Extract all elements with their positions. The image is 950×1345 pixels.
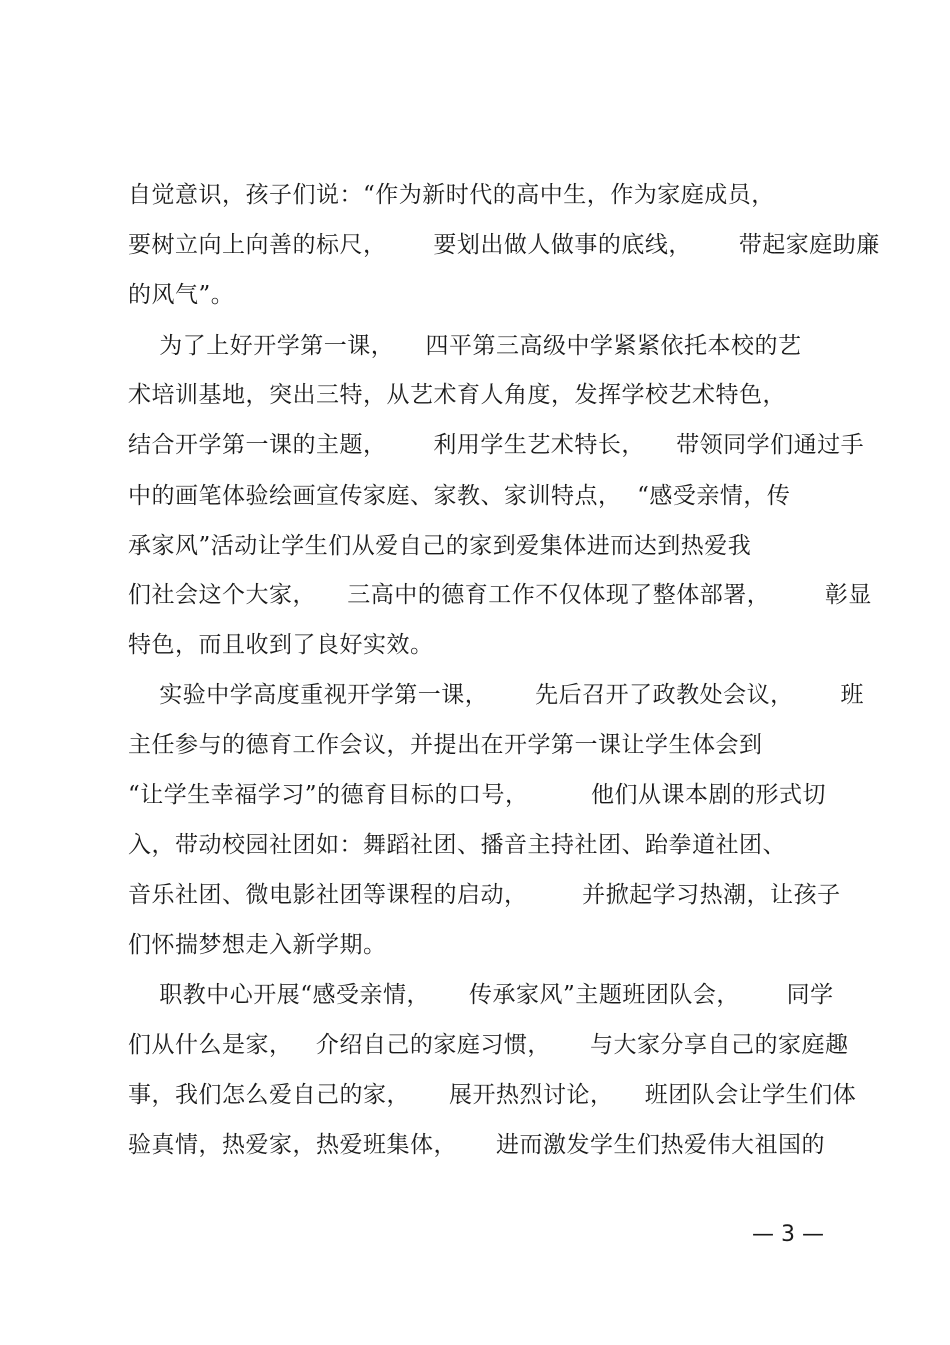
text-line: 特色，而且收到了良好实效。 [128,632,434,658]
text-line: 的风气”。 [128,282,235,308]
text-line: 入，带动校园社团如：舞蹈社团、播音主持社团、跆拳道社团、 [128,832,786,858]
text-line: 为了上好开学第一课， 四平第三高级中学紧紧依托本校的艺 [128,333,802,359]
text-line: 中的画笔体验绘画宣传家庭、家教、家训特点， “感受亲情，传 [128,483,791,509]
text-line: 验真情，热爱家，热爱班集体， 进而激发学生们热爱伟大祖国的 [128,1132,826,1158]
text-line: “让学生幸福学习”的德育目标的口号， 他们从课本剧的形式切 [128,782,827,808]
text-line: 们从什么是家， 介绍自己的家庭习惯， 与大家分享自己的家庭趣 [128,1032,849,1058]
text-line: 事，我们怎么爱自己的家， 展开热烈讨论， 班团队会让学生们体 [128,1082,857,1108]
text-line: 主任参与的德育工作会议，并提出在开学第一课让学生体会到 [128,732,763,758]
text-line: 们怀揣梦想走入新学期。 [128,932,387,958]
text-line: 承家风”活动让学生们从爱自己的家到爱集体进而达到热爱我 [128,533,752,559]
page-number: — 3 — [752,1222,824,1247]
text-line: 要树立向上向善的标尺， 要划出做人做事的底线， 带起家庭助廉 [128,232,880,258]
text-line: 结合开学第一课的主题， 利用学生艺术特长， 带领同学们通过手 [128,432,865,458]
text-line: 们社会这个大家， 三高中的德育工作不仅体现了整体部署， 彰显 [128,582,872,608]
text-line: 自觉意识，孩子们说：“作为新时代的高中生，作为家庭成员， [128,182,775,208]
text-line: 实验中学高度重视开学第一课， 先后召开了政教处会议， 班 [128,682,864,708]
text-line: 术培训基地，突出三特，从艺术育人角度，发挥学校艺术特色， [128,382,786,408]
text-line: 音乐社团、微电影社团等课程的启动， 并掀起学习热潮，让孩子 [128,882,841,908]
text-line: 职教中心开展“感受亲情， 传承家风”主题班团队会， 同学 [128,982,834,1008]
